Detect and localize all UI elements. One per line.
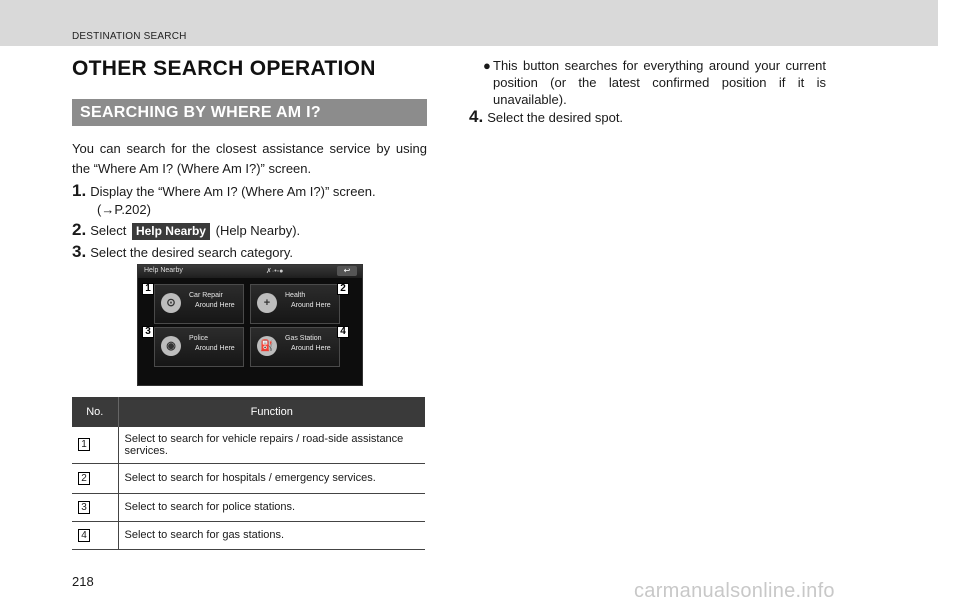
step-text-before: Select — [90, 223, 127, 238]
fuel-icon: ⛽ — [257, 336, 277, 356]
bullet-dot-icon: ● — [483, 58, 491, 73]
tile-car-repair[interactable] — [154, 284, 244, 324]
table-row — [72, 521, 425, 549]
callout-3: 3 — [142, 326, 154, 338]
tile-label: Health — [285, 292, 306, 299]
subheading-bar — [72, 99, 427, 126]
tile-sublabel: Around Here — [195, 345, 235, 352]
police-icon: ◉ — [161, 336, 181, 356]
tile-sublabel: Around Here — [291, 302, 331, 309]
step-3 — [72, 243, 427, 262]
row-function-cell: Select to search for gas stations. — [118, 521, 425, 549]
tile-sublabel: Around Here — [195, 302, 235, 309]
tile-health[interactable] — [250, 284, 340, 324]
plus-icon: + — [257, 293, 277, 313]
number-box: 1 — [78, 438, 90, 451]
screen-title-bar — [138, 265, 362, 278]
page-number: 218 — [72, 574, 94, 589]
tile-label: Gas Station — [285, 335, 322, 342]
step-2 — [72, 221, 427, 240]
note-text: This button searches for everything around your current position (or the latest confirmed position if it is unavailable). — [493, 58, 826, 107]
callout-2: 2 — [337, 283, 349, 295]
row-number-cell — [72, 427, 118, 463]
section-header: DESTINATION SEARCH — [72, 31, 187, 42]
tile-label: Car Repair — [189, 292, 223, 299]
watermark: carmanualsonline.info — [634, 580, 835, 602]
number-box: 3 — [78, 501, 90, 514]
step-text-after: (Help Nearby). — [215, 223, 301, 238]
callout-1: 1 — [142, 283, 154, 295]
back-button[interactable]: ↩ — [337, 266, 357, 276]
page-title: OTHER SEARCH OPERATION — [72, 57, 376, 80]
row-number-cell — [72, 463, 118, 493]
step-text: Select the desired spot. — [487, 110, 624, 125]
car-icon: ⊙ — [161, 293, 181, 313]
row-function-cell: Select to search for hospitals / emergency services. — [118, 463, 425, 493]
tile-label: Police — [189, 335, 209, 342]
number-box: 4 — [78, 529, 90, 542]
row-number-cell — [72, 521, 118, 549]
column-header-no: No. — [72, 397, 118, 427]
step-number: 3. — [72, 242, 87, 261]
table-header-row — [72, 397, 425, 427]
tile-police[interactable] — [154, 327, 244, 367]
status-icon: ✗·•◦● — [266, 268, 284, 275]
column-header-function: Function — [118, 397, 425, 427]
tile-sublabel: Around Here — [291, 345, 331, 352]
screen-title: Help Nearby — [144, 267, 183, 274]
subheading: SEARCHING BY WHERE AM I? — [80, 104, 321, 121]
function-table — [72, 397, 425, 550]
step-text: Display the “Where Am I? (Where Am I?)” screen. — [90, 184, 376, 199]
number-box: 2 — [78, 472, 90, 485]
step-1 — [72, 182, 427, 219]
step-number: 1. — [72, 181, 87, 200]
row-function-cell: Select to search for vehicle repairs / road-side assistance services. — [118, 427, 425, 463]
step-number: 4. — [469, 107, 484, 126]
tile-gas-station[interactable] — [250, 327, 340, 367]
table-row — [72, 463, 425, 493]
step-number: 2. — [72, 220, 87, 239]
step-4 — [469, 108, 623, 127]
intro-paragraph: You can search for the closest assistance service by using the “Where Am I? (Where Am I?)” screen. — [72, 141, 427, 176]
row-function-cell: Select to search for police stations. — [118, 493, 425, 521]
step-text: Select the desired search category. — [90, 245, 294, 260]
step-reference: (→P.202) — [97, 202, 151, 217]
row-number-cell — [72, 493, 118, 521]
table-row — [72, 427, 425, 463]
help-nearby-screen — [137, 264, 363, 386]
note-bullet — [483, 57, 826, 108]
help-nearby-button-label: Help Nearby — [132, 223, 210, 240]
callout-4: 4 — [337, 326, 349, 338]
table-row — [72, 493, 425, 521]
